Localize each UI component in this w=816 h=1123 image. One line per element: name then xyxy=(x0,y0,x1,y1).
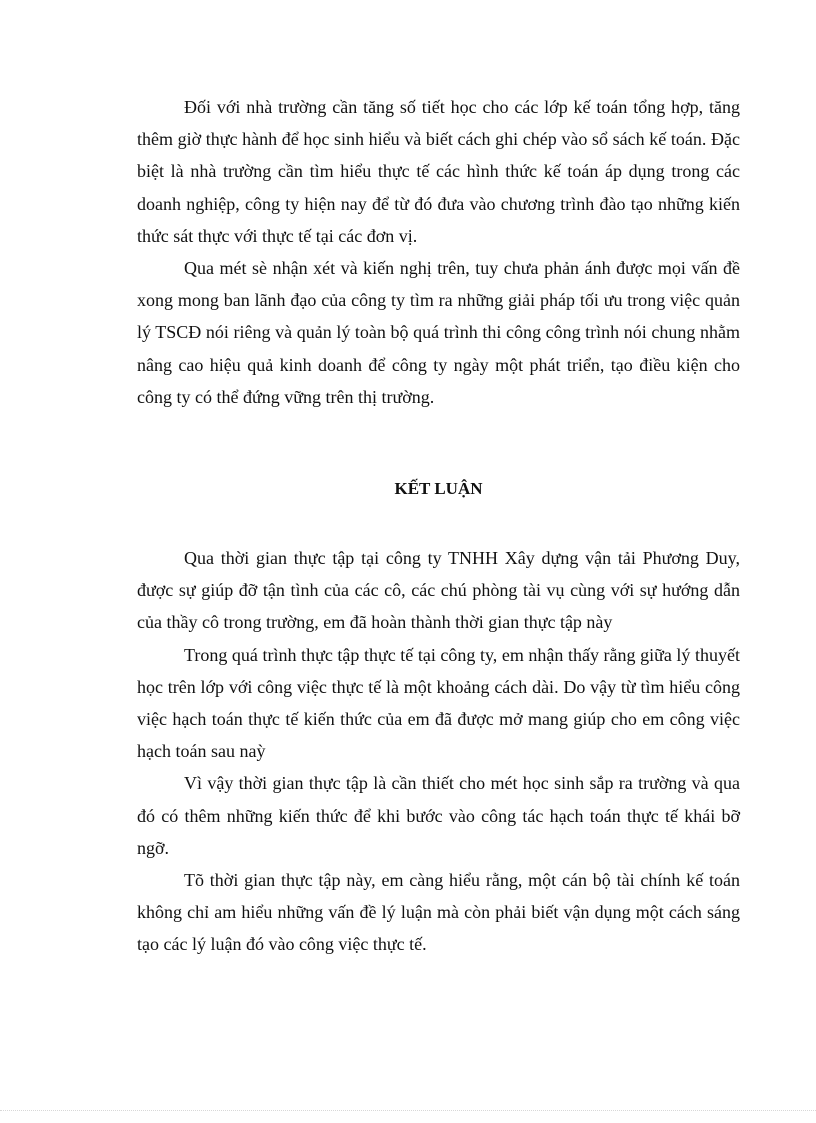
paragraph-company-recommendation: Qua mét sè nhận xét và kiến nghị trên, tuy chưa phản ánh được mọi vấn đề xong mong ban lãnh đạo của công ty tìm ra những giải pháp tối ưu trong việc quản lý TSCĐ nói riêng và quản lý toàn bộ quá trình thi công công trình nói chung nhằm nâng cao hiệu quả kinh doanh để công ty ngày một phát triển, tạo điều kiện cho công ty có thể đứng vững trên thị trường. xyxy=(137,258,740,407)
paragraph-final-reflection: Tõ thời gian thực tập này, em càng hiểu rằng, một cán bộ tài chính kế toán không chỉ am hiểu những vấn đề lý luận mà còn phải biết vận dụng một cách sáng tạo các lý luận đó vào công việc thực tế. xyxy=(137,870,740,955)
page-bottom-dotted-border xyxy=(0,1110,816,1111)
document-page xyxy=(137,91,740,955)
paragraph-internship-necessity: Vì vậy thời gian thực tập là cần thiết cho mét học sinh sắp ra trường và qua đó có thêm những kiến thức để khi bước vào công tác hạch toán thực tế khái bỡ ngỡ. xyxy=(137,773,740,858)
conclusion-heading: KẾT LUẬN xyxy=(394,479,483,498)
paragraph-internship-summary: Qua thời gian thực tập tại công ty TNHH Xây dựng vận tải Phương Duy, được sự giúp đỡ tận tình của các cô, các chú phòng tài vụ cùng với sự hướng dẫn của thầy cô trong trường, em đã hoàn thành thời gian thực tập này xyxy=(137,548,740,633)
paragraph-school-recommendation: Đối với nhà trường cần tăng số tiết học cho các lớp kế toán tổng hợp, tăng thêm giờ thực hành để học sinh hiểu và biết cách ghi chép vào sổ sách kế toán. Đặc biệt là nhà trường cần tìm hiểu thực tế các hình thức kế toán áp dụng trong các doanh nghiệp, công ty hiện nay để từ đó đưa vào chương trình đào tạo những kiến thức sát thực với thực tế tại các đơn vị. xyxy=(137,97,740,246)
conclusion-section xyxy=(137,542,740,961)
recommendations-section xyxy=(137,91,740,413)
paragraph-theory-practice: Trong quá trình thực tập thực tế tại công ty, em nhận thấy rằng giữa lý thuyết học trên lớp với công việc thực tế là một khoảng cách dài. Do vậy từ tìm hiểu công việc hạch toán thực tế kiến thức của em đã được mở mang giúp cho em công việc hạch toán sau naỳ xyxy=(137,644,740,762)
